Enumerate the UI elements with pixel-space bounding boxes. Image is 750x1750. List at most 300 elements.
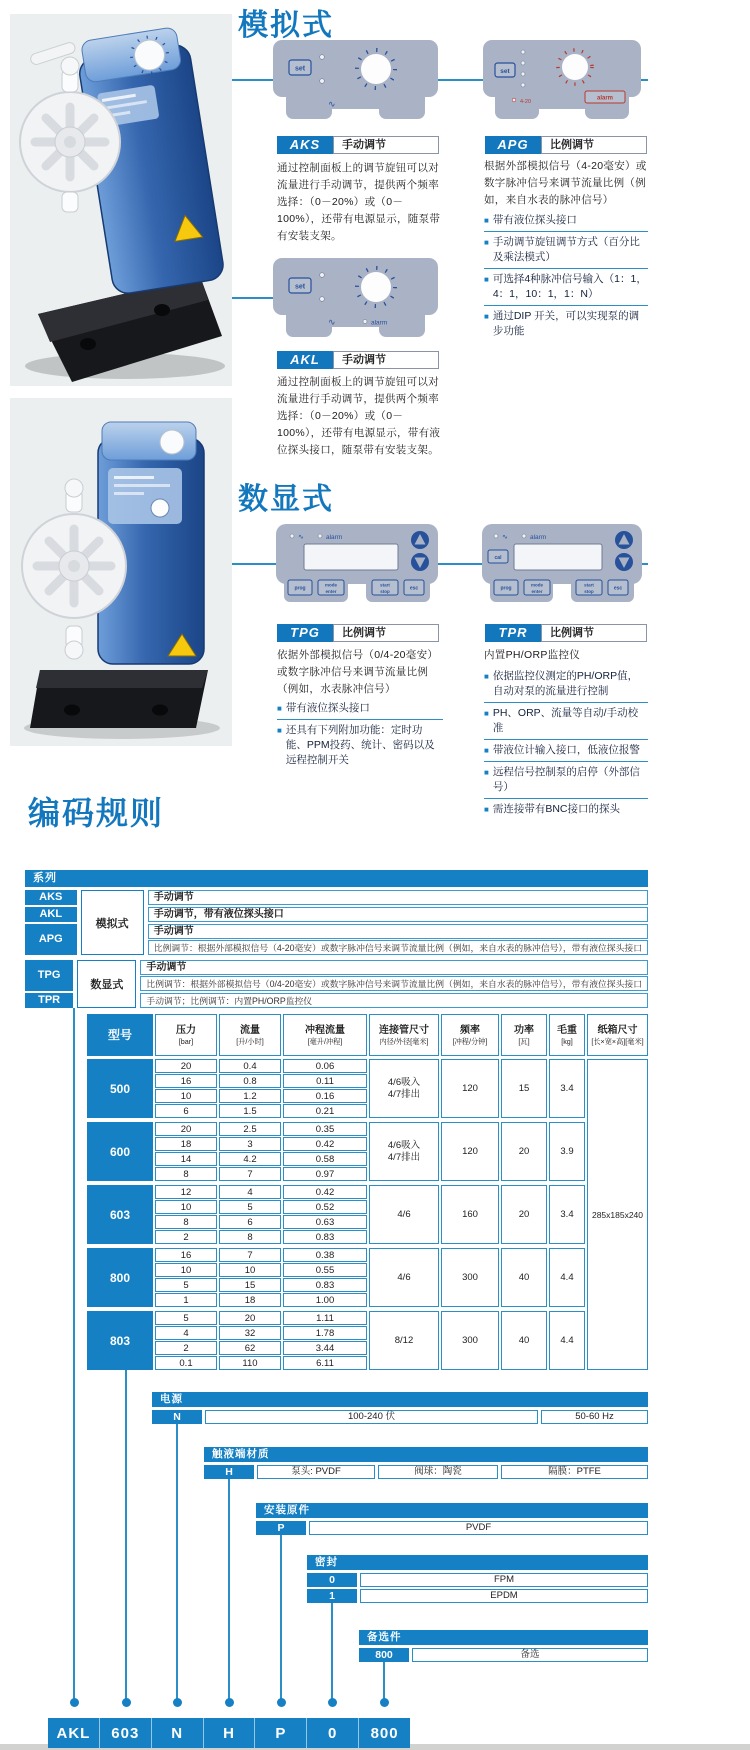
spec-header-cell xyxy=(441,1014,499,1056)
spec-value-cell: 14 xyxy=(155,1152,217,1166)
spec-power-cell: 40 xyxy=(501,1248,547,1307)
series-desc-column xyxy=(148,890,648,955)
order-code-bar xyxy=(48,1718,410,1748)
wave-icon: ∿ xyxy=(328,99,336,109)
range-label: 4-20 xyxy=(520,99,532,105)
adjust-knob xyxy=(361,272,391,302)
spec-power-cell: 15 xyxy=(501,1059,547,1118)
lcd-display xyxy=(514,544,602,570)
spec-value-cell: 0.35 xyxy=(283,1122,367,1136)
cascade-code-cell: H xyxy=(204,1465,254,1479)
spec-pressure-column xyxy=(155,1311,217,1370)
feature-bullet xyxy=(277,698,443,720)
series-group-label: 模拟式 xyxy=(81,890,144,955)
bullet-square-icon: ■ xyxy=(484,709,489,718)
series-table-header: 系列 xyxy=(25,870,648,887)
cascade-table-title: 安装原件 xyxy=(256,1503,648,1518)
spec-value-cell: 6 xyxy=(219,1215,281,1229)
connector-line xyxy=(73,1008,75,1700)
spec-value-cell: 18 xyxy=(219,1293,281,1307)
spec-value-cell: 5 xyxy=(155,1311,217,1325)
cascade-table-title: 密封 xyxy=(307,1555,648,1570)
feature-bullet xyxy=(277,720,443,771)
connection-line: 4/6吸入 xyxy=(387,1076,421,1088)
spec-connection-cell xyxy=(369,1248,439,1307)
spec-value-cell: 8 xyxy=(155,1215,217,1229)
spec-header-unit: [长×宽×高][毫米] xyxy=(591,1036,644,1046)
adjust-knob xyxy=(562,54,588,80)
coding-rules-title: 编码规则 xyxy=(28,795,165,831)
spec-value-cell: 4 xyxy=(155,1326,217,1340)
spec-value-cell: 5 xyxy=(155,1278,217,1292)
prog-label: prog xyxy=(500,585,512,592)
spec-flow-column xyxy=(219,1248,281,1307)
spec-value-cell: 0.42 xyxy=(283,1137,367,1151)
spec-header-cell xyxy=(87,1014,153,1056)
cascade-value-cell: FPM xyxy=(360,1573,648,1587)
feature-bullet xyxy=(484,799,648,820)
tpr-panel-graphic xyxy=(482,524,642,604)
feature-bullet xyxy=(484,740,648,762)
bullet-square-icon: ■ xyxy=(277,726,282,735)
spec-value-cell: 1.2 xyxy=(219,1089,281,1103)
cascade-table xyxy=(359,1630,648,1662)
spec-stroke-column xyxy=(283,1185,367,1244)
bullet-text: 还具有下列附加功能：定时功能、PPM投药、统计、密码以及远程控制开关 xyxy=(285,724,435,766)
series-code-cell: AKL xyxy=(25,907,77,922)
connector-dot-icon xyxy=(225,1698,234,1707)
bullet-square-icon: ■ xyxy=(484,768,489,777)
spec-header-label: 冲程流量 xyxy=(305,1024,345,1036)
spec-model-cell: 600 xyxy=(87,1122,153,1181)
spec-frequency-cell: 120 xyxy=(441,1059,499,1118)
spec-value-cell: 2 xyxy=(155,1230,217,1244)
digital-pump-photo xyxy=(10,398,232,746)
carton-size-cell: 285x185x240 xyxy=(587,1059,648,1370)
cascade-row xyxy=(307,1573,648,1587)
spec-value-cell: 1.00 xyxy=(283,1293,367,1307)
spec-value-cell: 110 xyxy=(219,1356,281,1370)
bullet-square-icon: ■ xyxy=(277,704,282,713)
spec-value-cell: 0.83 xyxy=(283,1278,367,1292)
cascade-table xyxy=(152,1392,648,1424)
set-button-label: set xyxy=(500,68,510,75)
connector-dot-icon xyxy=(122,1698,131,1707)
tpr-feature-list xyxy=(484,666,648,820)
spec-weight-cell: 3.9 xyxy=(549,1122,585,1181)
akl-panel-graphic xyxy=(273,258,438,338)
spec-value-cell: 10 xyxy=(155,1089,217,1103)
spec-value-cell: 6.11 xyxy=(283,1356,367,1370)
cascade-row xyxy=(359,1648,648,1662)
series-table xyxy=(25,870,648,1008)
spec-header-label: 纸箱尺寸 xyxy=(597,1024,638,1036)
cascade-value-cell: 泵头: PVDF xyxy=(257,1465,375,1479)
spec-value-cell: 8 xyxy=(155,1167,217,1181)
feature-bullet xyxy=(484,703,648,740)
connection-line: 4/7排出 xyxy=(387,1088,421,1100)
indicator-led xyxy=(320,55,325,60)
spec-model-cell: 803 xyxy=(87,1311,153,1370)
spec-value-cell: 1.5 xyxy=(219,1104,281,1118)
spec-header-unit: [bar] xyxy=(178,1036,194,1046)
connector-line xyxy=(331,1603,333,1700)
code-bar-segment: 800 xyxy=(358,1718,410,1748)
akl-mode-label: 手动调节 xyxy=(333,351,439,369)
cascade-table xyxy=(256,1503,648,1535)
apg-header xyxy=(485,136,647,154)
bullet-square-icon: ■ xyxy=(484,805,489,814)
series-desc-cell: 手动调节，带有液位探头接口 xyxy=(148,907,648,922)
spec-value-cell: 2 xyxy=(155,1341,217,1355)
cascade-value-cell: 备选 xyxy=(412,1648,648,1662)
cascade-value-cell: 100-240 伏 xyxy=(205,1410,538,1424)
spec-header-label: 毛重 xyxy=(557,1024,577,1036)
spec-power-cell: 20 xyxy=(501,1185,547,1244)
cascade-value-cell: 阀球：陶瓷 xyxy=(378,1465,498,1479)
esc-label: esc xyxy=(409,585,419,592)
series-code-cell: TPG xyxy=(25,960,73,991)
cascade-value-cell: 隔膜：PTFE xyxy=(501,1465,648,1479)
spec-value-cell: 1.11 xyxy=(283,1311,367,1325)
connector-line xyxy=(228,1479,230,1700)
code-bar-segment: AKL xyxy=(56,1724,91,1742)
tpr-mode-label: 比例调节 xyxy=(541,624,647,642)
alarm-label: alarm xyxy=(371,319,388,327)
series-row xyxy=(140,960,648,991)
spec-value-cell: 0.97 xyxy=(283,1167,367,1181)
series-desc-cell: 手动调节 xyxy=(140,960,648,975)
bullet-text: 可选择4种脉冲信号输入（1：1，4：1，10：1，1：N） xyxy=(492,273,647,300)
wave-icon: ∿ xyxy=(502,534,508,541)
spec-weight-cell: 3.4 xyxy=(549,1185,585,1244)
aks-panel-graphic xyxy=(273,40,438,120)
stop-label: stop xyxy=(584,589,594,594)
aks-header xyxy=(277,136,439,154)
spec-header-cell xyxy=(283,1014,367,1056)
spec-value-cell: 0.11 xyxy=(283,1074,367,1088)
spec-value-cell: 0.4 xyxy=(219,1059,281,1073)
series-group xyxy=(25,960,648,1008)
series-code-column xyxy=(25,890,77,955)
feature-bullet xyxy=(484,762,648,799)
spec-header-label: 功率 xyxy=(514,1024,534,1036)
spec-header-label: 流量 xyxy=(240,1024,260,1036)
alarm-label: alarm xyxy=(326,534,343,541)
series-desc-column xyxy=(140,960,648,1008)
bullet-square-icon: ■ xyxy=(484,275,489,284)
cascade-table-title: 电源 xyxy=(152,1392,648,1407)
series-desc-cell: 比例调节：根据外部模拟信号（0/4-20毫安）或数字脉冲信号来调节流量比例（例如，来自水表的脉冲信号），带有液位探头接口 xyxy=(140,976,648,991)
wave-icon: ∿ xyxy=(298,534,304,541)
connector-line xyxy=(383,1662,385,1700)
spec-flow-column xyxy=(219,1311,281,1370)
aks-mode-label: 手动调节 xyxy=(333,136,439,154)
spec-header-cell xyxy=(549,1014,585,1056)
cascade-code-cell: P xyxy=(256,1521,306,1535)
spec-flow-column xyxy=(219,1185,281,1244)
alarm-label: alarm xyxy=(596,95,614,102)
spec-value-cell: 4 xyxy=(219,1185,281,1199)
series-code-cell: AKS xyxy=(25,890,77,905)
cascade-value-cell: EPDM xyxy=(360,1589,648,1603)
cal-label: cal xyxy=(494,555,502,561)
spec-value-cell: 10 xyxy=(219,1263,281,1277)
series-group xyxy=(25,890,648,955)
bullet-text: 需连接带有BNC接口的探头 xyxy=(492,803,621,815)
bullet-text: 远程信号控制泵的启停（外部信号） xyxy=(492,766,640,793)
digital-pump-illustration xyxy=(10,398,232,746)
spec-frequency-cell: 300 xyxy=(441,1311,499,1370)
series-desc-cell: 手动调节；比例调节：内置PH/ORP监控仪 xyxy=(140,993,648,1008)
spec-stroke-column xyxy=(283,1248,367,1307)
analog-pump-illustration xyxy=(10,14,232,386)
spec-value-cell: 0.06 xyxy=(283,1059,367,1073)
tpr-header xyxy=(485,624,647,642)
spec-value-cell: 20 xyxy=(155,1122,217,1136)
cascade-row xyxy=(204,1465,648,1479)
spec-frequency-cell: 300 xyxy=(441,1248,499,1307)
spec-header-cell xyxy=(155,1014,217,1056)
spec-value-cell: 0.8 xyxy=(219,1074,281,1088)
series-group-label: 数显式 xyxy=(77,960,136,1008)
cascade-table xyxy=(204,1447,648,1479)
apg-code-badge: APG xyxy=(485,136,541,154)
spec-value-cell: 3 xyxy=(219,1137,281,1151)
cascade-row xyxy=(256,1521,648,1535)
apg-panel-graphic xyxy=(483,40,641,120)
series-desc-cell: 手动调节 xyxy=(148,924,648,939)
spec-connection-cell xyxy=(369,1122,439,1181)
spec-pressure-column xyxy=(155,1122,217,1181)
spec-power-cell: 20 xyxy=(501,1122,547,1181)
connector-dot-icon xyxy=(173,1698,182,1707)
apg-description: 根据外部模拟信号（4-20毫安）或数字脉冲信号来调节流量比例（例如，来自水表的脉冲信号） xyxy=(484,160,647,206)
spec-value-cell: 20 xyxy=(155,1059,217,1073)
spec-value-cell: 0.21 xyxy=(283,1104,367,1118)
connector-line xyxy=(280,1535,282,1700)
spec-value-cell: 7 xyxy=(219,1248,281,1262)
spec-header-cell xyxy=(587,1014,648,1056)
tpr-code-badge: TPR xyxy=(485,624,541,642)
spec-header-unit: [毫升/冲程] xyxy=(307,1036,343,1046)
spec-connection-cell xyxy=(369,1311,439,1370)
cascade-code-cell: 1 xyxy=(307,1589,357,1603)
cascade-table-title: 触液端材质 xyxy=(204,1447,648,1462)
feature-bullet xyxy=(484,232,648,269)
spec-value-cell: 20 xyxy=(219,1311,281,1325)
series-code-column xyxy=(25,960,73,1008)
spec-value-cell: 0.38 xyxy=(283,1248,367,1262)
spec-value-cell: 0.52 xyxy=(283,1200,367,1214)
spec-model-cell: 500 xyxy=(87,1059,153,1118)
analog-section-title: 模拟式 xyxy=(238,9,334,42)
bullet-text: 通过DIP 开关，可以实现泵的调步功能 xyxy=(492,310,640,337)
spec-header-unit: [kg] xyxy=(561,1036,573,1046)
spec-value-cell: 5 xyxy=(219,1200,281,1214)
spec-value-cell: 10 xyxy=(155,1263,217,1277)
bullet-text: 带液位计输入接口，低液位报警 xyxy=(492,744,640,756)
spec-value-cell: 0.1 xyxy=(155,1356,217,1370)
akl-description: 通过控制面板上的调节旋钮可以对流量进行手动调节，提供两个频率选择：（0－20%）或（0－100%），还带有电源显示，带有液位探头接口，随泵带有安装支架。 xyxy=(277,376,441,456)
bullet-square-icon: ■ xyxy=(484,672,489,681)
spec-header-cell xyxy=(219,1014,281,1056)
spec-value-cell: 0.83 xyxy=(283,1230,367,1244)
series-desc-cell: 手动调节 xyxy=(148,890,648,905)
enter-label: enter xyxy=(531,589,543,594)
tpg-code-badge: TPG xyxy=(277,624,333,642)
spec-pressure-column xyxy=(155,1185,217,1244)
connector-dot-icon xyxy=(277,1698,286,1707)
tpg-description: 依据外部模拟信号（0/4-20毫安）或数字脉冲信号来调节流量比例（例如，水表脉冲信号） xyxy=(277,649,439,695)
spec-header-label: 连接管尺寸 xyxy=(379,1024,429,1036)
bullet-text: 手动调节旋钮调节方式（百分比及乘法模式） xyxy=(492,236,640,263)
connector-dot-icon xyxy=(328,1698,337,1707)
code-bar-segment: N xyxy=(151,1718,203,1748)
code-bar-segment: 0 xyxy=(306,1718,358,1748)
spec-connection-cell xyxy=(369,1059,439,1118)
spec-header-label: 频率 xyxy=(460,1024,480,1036)
spec-value-cell: 18 xyxy=(155,1137,217,1151)
stop-label: stop xyxy=(380,589,390,594)
feature-bullet xyxy=(484,269,648,306)
adjust-knob xyxy=(361,54,391,84)
feature-bullet xyxy=(484,666,648,703)
spec-model-group xyxy=(87,1122,648,1181)
bullet-square-icon: ■ xyxy=(484,746,489,755)
spec-model-group xyxy=(87,1059,648,1118)
set-button-label: set xyxy=(294,65,306,73)
spec-frequency-cell: 160 xyxy=(441,1185,499,1244)
cascade-row xyxy=(307,1589,648,1603)
cascade-value-cell: 50-60 Hz xyxy=(541,1410,648,1424)
cascade-code-cell: N xyxy=(152,1410,202,1424)
mode-label: mode xyxy=(530,582,544,588)
spec-weight-cell: 4.4 xyxy=(549,1248,585,1307)
connector-line xyxy=(125,1370,127,1700)
spec-value-cell: 2.5 xyxy=(219,1122,281,1136)
wave-icon: ∿ xyxy=(328,317,336,327)
mode-label: mode xyxy=(324,582,338,588)
series-row xyxy=(148,890,648,905)
connection-line: 8/12 xyxy=(394,1334,414,1346)
aks-description: 通过控制面板上的调节旋钮可以对流量进行手动调节，提供两个频率选择：（0－20%）或（0－100%），还带有电源显示，随泵带有安装支架。 xyxy=(277,162,441,242)
spec-value-cell: 4.2 xyxy=(219,1152,281,1166)
cascade-row xyxy=(152,1410,648,1424)
connection-line: 4/7排出 xyxy=(387,1151,421,1163)
tpg-header xyxy=(277,624,439,642)
spec-value-cell: 16 xyxy=(155,1248,217,1262)
spec-value-cell: 6 xyxy=(155,1104,217,1118)
spec-pressure-column xyxy=(155,1248,217,1307)
cascade-code-cell: 0 xyxy=(307,1573,357,1587)
spec-header-unit: [升/小时] xyxy=(236,1036,264,1046)
spec-header-cell xyxy=(369,1014,439,1056)
spec-value-cell: 0.16 xyxy=(283,1089,367,1103)
bullet-text: PH、ORP、流量等自动/手动校准 xyxy=(492,707,639,734)
bullet-text: 带有液位探头接口 xyxy=(285,702,370,714)
apg-mode-label: 比例调节 xyxy=(541,136,647,154)
alarm-label: alarm xyxy=(530,534,547,541)
tpr-description: 内置PH/ORP监控仪 xyxy=(484,649,581,661)
series-row xyxy=(148,907,648,922)
connector-line xyxy=(176,1424,178,1700)
tpg-panel-graphic xyxy=(276,524,438,604)
bullet-text: 带有液位探头接口 xyxy=(492,214,577,226)
bullet-square-icon: ■ xyxy=(484,216,489,225)
spec-value-cell: 0.63 xyxy=(283,1215,367,1229)
spec-model-group xyxy=(87,1185,648,1244)
spec-connection-cell xyxy=(369,1185,439,1244)
cascade-value-cell: PVDF xyxy=(309,1521,648,1535)
spec-value-cell: 62 xyxy=(219,1341,281,1355)
spec-model-cell: 603 xyxy=(87,1185,153,1244)
spec-stroke-column xyxy=(283,1059,367,1118)
apg-feature-list xyxy=(484,210,648,342)
series-desc-cell: 比例调节：根据外部模拟信号（4-20毫安）或数字脉冲信号来调节流量比例（例如，来自水表的脉冲信号），带有液位探头接口 xyxy=(148,940,648,955)
series-code-cell: APG xyxy=(25,924,77,955)
spec-header-unit: [瓦] xyxy=(518,1036,530,1046)
aks-code-badge: AKS xyxy=(277,136,333,154)
spec-header-label: 型号 xyxy=(107,1028,132,1042)
connection-line: 4/6 xyxy=(397,1208,411,1220)
bullet-square-icon: ■ xyxy=(484,238,489,247)
spec-value-cell: 10 xyxy=(155,1200,217,1214)
spec-value-cell: 0.58 xyxy=(283,1152,367,1166)
spec-flow-column xyxy=(219,1059,281,1118)
start-label: start xyxy=(380,582,390,588)
code-bar-segment: P xyxy=(254,1718,306,1748)
spec-model-group xyxy=(87,1311,648,1370)
feature-bullet xyxy=(484,210,648,232)
feature-bullet xyxy=(484,306,648,342)
set-button-label: set xyxy=(294,283,306,291)
spec-power-cell: 40 xyxy=(501,1311,547,1370)
spec-model-group xyxy=(87,1248,648,1307)
spec-weight-cell: 3.4 xyxy=(549,1059,585,1118)
spec-value-cell: 0.55 xyxy=(283,1263,367,1277)
spec-value-cell: 15 xyxy=(219,1278,281,1292)
connection-line: 4/6吸入 xyxy=(387,1139,421,1151)
spec-value-cell: 0.42 xyxy=(283,1185,367,1199)
connection-line: 4/6 xyxy=(397,1271,411,1283)
spec-value-cell: 7 xyxy=(219,1167,281,1181)
spec-stroke-column xyxy=(283,1122,367,1181)
indicator-led xyxy=(320,79,325,84)
tpg-feature-list xyxy=(277,698,443,771)
spec-header-unit: [冲程/分钟] xyxy=(452,1036,488,1046)
spec-weight-cell: 4.4 xyxy=(549,1311,585,1370)
cascade-code-cell: 800 xyxy=(359,1648,409,1662)
tpg-mode-label: 比例调节 xyxy=(333,624,439,642)
series-row xyxy=(140,993,648,1008)
series-code-cell: TPR xyxy=(25,993,73,1008)
analog-pump-photo xyxy=(10,14,232,386)
spec-pressure-column xyxy=(155,1059,217,1118)
series-row xyxy=(148,924,648,955)
prog-label: prog xyxy=(294,585,306,592)
spec-header-unit: 内径/外径[毫米] xyxy=(379,1036,429,1046)
bullet-text: 依据监控仪测定的PH/ORP值，自动对泵的流量进行控制 xyxy=(492,670,639,697)
spec-value-cell: 12 xyxy=(155,1185,217,1199)
connector-dot-icon xyxy=(70,1698,79,1707)
cascade-table xyxy=(307,1555,648,1603)
spec-frequency-cell: 120 xyxy=(441,1122,499,1181)
spec-header-row xyxy=(87,1014,648,1056)
spec-model-cell: 800 xyxy=(87,1248,153,1307)
bullet-square-icon: ■ xyxy=(484,312,489,321)
connector-dot-icon xyxy=(380,1698,389,1707)
